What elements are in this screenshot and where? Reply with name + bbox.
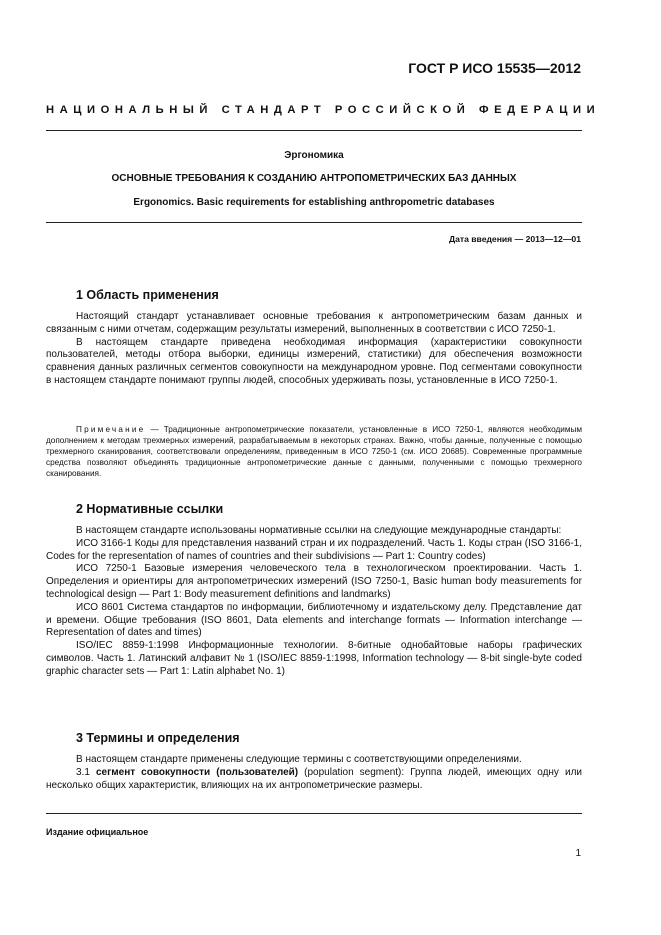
standard-number: ГОСТ Р ИСО 15535—2012 (408, 60, 581, 76)
section-3-heading: 3 Термины и определения (76, 731, 240, 745)
title-divider (46, 222, 582, 223)
reference-item: ISO/IEC 8859-1:1998 Информационные технологии. 8-битные однобайтовые наборы графических символов. Часть 1. Латинский алфавит № 1 (ISO/IEC 8859-1:1998, Information technology — 8-bit single-byte coded graphic character sets — Part 1: Latin alphabet No. 1) (46, 640, 582, 677)
note-label: Примечание (76, 425, 146, 434)
term-name: сегмент совокупности (пользователей) (95, 766, 299, 778)
section-1-para-2: В настоящем стандарте приведена необходимая информация (характеристики совокупности пользователей, методы отбора выборки, единицы измерений, статистики) для обеспечения возможности сравнения данных различных сегментов совокупности на международном уровне. Под сегментами совокупности в настоящем стандарте понимают группы людей, способных удерживать позы, установленные в ИСО 7250-1. (46, 336, 582, 386)
term-definition: (population segment): Группа людей, имеющих одну или несколько общих характеристик, влияющих на их антропометрические размеры. (46, 766, 582, 791)
note-text: — Традиционные антропометрические показатели, установленные в ИСО 7250-1, являются необходимым дополнением к методам трехмерных измерений, разрабатываемым в некоторых странах. Важно, чтобы данные, полученные с помощью трехмерного сканирования, соответствовали определениям, приведенным в ИСО 7250-1 (см. ИСО 20685). Современные программные средства позволяют объединять традиционные антропометрические данные с данными, полученными с помощью трехмерного сканирования. (46, 425, 582, 479)
reference-item: ИСО 7250-1 Базовые измерения человеческого тела в технологическом проектировании. Часть 1. Определения и ориентиры для антропометрических измерений (ISO 7250-1, Basic human body measurements for technological design — Part 1: Body measurement definitions and landmarks) (46, 563, 582, 600)
subject-heading: Эргономика (284, 150, 344, 161)
introduction-date: Дата введения — 2013—12—01 (448, 234, 581, 244)
section-1-para-1: Настоящий стандарт устанавливает основные требования к антропометрическим базам данных и связанным с ними отчетам, содержащим результаты измерений, выполненных в соответствии с ИСО 7250-1. (46, 311, 582, 335)
section-1-note (46, 424, 582, 479)
top-divider (46, 130, 582, 131)
title-russian: ОСНОВНЫЕ ТРЕБОВАНИЯ К СОЗДАНИЮ АНТРОПОМЕТРИЧЕСКИХ БАЗ ДАННЫХ (111, 173, 517, 184)
section-2-heading: 2 Нормативные ссылки (76, 502, 224, 516)
reference-item: ИСО 3166-1 Коды для представления названий стран и их подразделений. Часть 1. Коды стран (ISO 3166-1, Codes for the representation of names of countries and their subdivisions — Part 1: Country codes) (46, 537, 582, 562)
footer-divider (46, 813, 582, 814)
reference-item: ИСО 8601 Система стандартов по информации, библиотечному и издательскому делу. Представление дат и времени. Общие требования (ISO 8601, Data elements and interchange formats — Information interchange — Representation of dates and times) (46, 601, 582, 639)
national-standard-title: НАЦИОНАЛЬНЫЙ СТАНДАРТ РОССИЙСКОЙ ФЕДЕРАЦИИ (46, 104, 601, 116)
official-edition-label: Издание официальное (46, 827, 149, 837)
section-1-body (46, 311, 582, 388)
section-2-intro: В настоящем стандарте использованы нормативные ссылки на следующие международные стандарты: (76, 525, 562, 536)
term-number: 3.1 (76, 766, 90, 778)
section-3-intro: В настоящем стандарте применены следующие термины с соответствующими определениями. (76, 754, 522, 765)
section-1-heading: 1 Область применения (76, 288, 219, 302)
section-2-body (46, 525, 582, 679)
page-number: 1 (575, 848, 581, 859)
section-3-body (46, 754, 582, 792)
title-english: Ergonomics. Basic requirements for establishing anthropometric databases (133, 197, 495, 208)
